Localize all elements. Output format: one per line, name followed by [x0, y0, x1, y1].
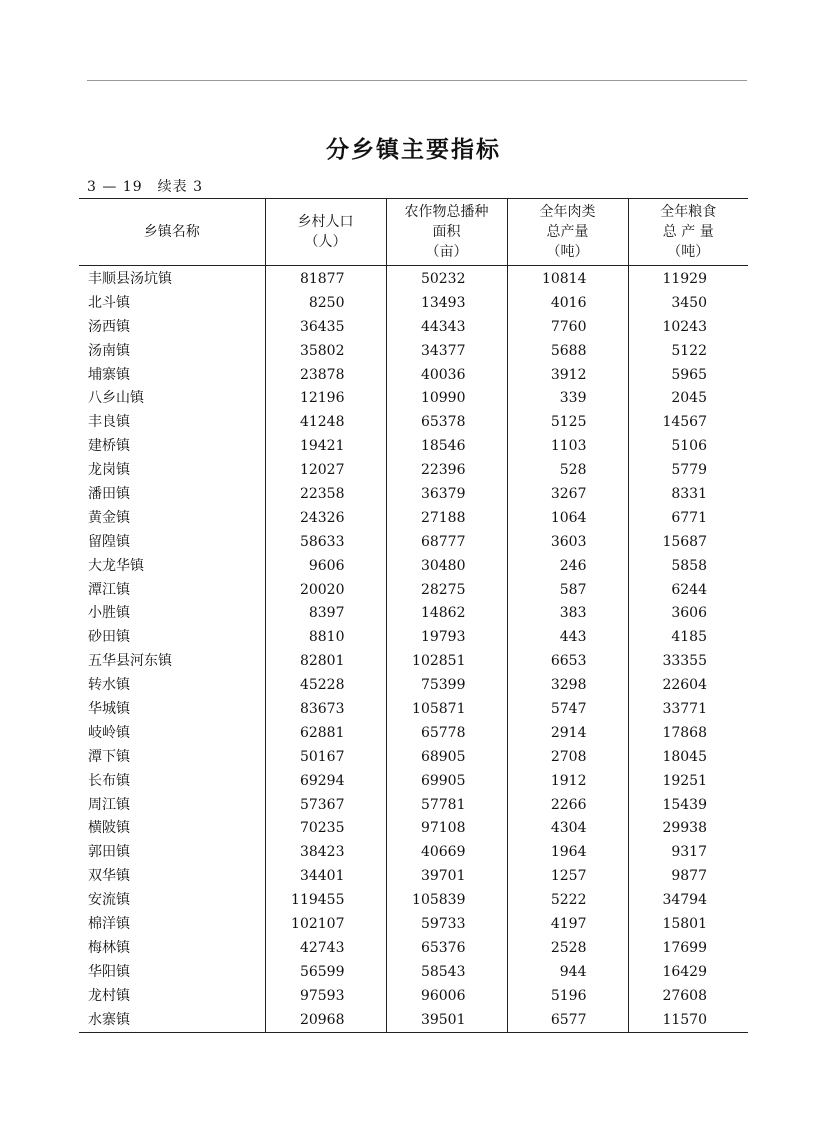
header-meat-output: 全年肉类 总产量 （吨） [507, 199, 628, 266]
cell-township-name: 潭江镇 [88, 581, 130, 598]
cell-rural-population: 57367 [265, 793, 386, 817]
cell-grain-output: 29938 [628, 816, 748, 840]
table-row [79, 888, 748, 912]
cell-rural-population: 36435 [265, 315, 386, 339]
cell-meat-output: 944 [507, 960, 628, 984]
cell-rural-population: 97593 [265, 984, 386, 1008]
cell-meat-output: 2708 [507, 745, 628, 769]
cell-sown-area: 22396 [386, 458, 507, 482]
cell-township-name: 建桥镇 [88, 438, 130, 455]
table-row [79, 578, 748, 602]
cell-sown-area: 34377 [386, 339, 507, 363]
cell-meat-output: 4304 [507, 816, 628, 840]
cell-meat-output: 528 [507, 458, 628, 482]
cell-rural-population: 19421 [265, 434, 386, 458]
cell-grain-output: 5122 [628, 339, 748, 363]
cell-meat-output: 1103 [507, 434, 628, 458]
cell-township-name: 水寨镇 [79, 1008, 265, 1032]
table-body [79, 266, 748, 1033]
cell-township-name: 北斗镇 [88, 294, 130, 311]
cell-township-name: 丰良镇 [88, 414, 130, 431]
cell-township-name: 潭下镇 [88, 748, 130, 765]
cell-sown-area: 28275 [386, 578, 507, 602]
cell-meat-output: 2266 [507, 793, 628, 817]
cell-meat-output: 5222 [507, 888, 628, 912]
table-row [79, 266, 748, 291]
cell-rural-population: 45228 [265, 673, 386, 697]
cell-grain-output: 19251 [628, 769, 748, 793]
cell-township-name: 砂田镇 [88, 629, 130, 646]
cell-rural-population: 8250 [265, 291, 386, 315]
cell-meat-output: 1257 [507, 864, 628, 888]
table-row [79, 745, 748, 769]
cell-township-name: 龙岗镇 [88, 462, 130, 479]
cell-rural-population: 119455 [265, 888, 386, 912]
cell-rural-population: 62881 [265, 721, 386, 745]
cell-grain-output: 2045 [628, 386, 748, 410]
cell-meat-output: 6577 [507, 1008, 628, 1032]
header-rural-population: 乡村人口 （人） [265, 199, 386, 266]
cell-sown-area: 58543 [386, 960, 507, 984]
table-row [79, 434, 748, 458]
table-row [79, 530, 748, 554]
cell-meat-output: 3603 [507, 530, 628, 554]
cell-rural-population: 69294 [265, 769, 386, 793]
cell-sown-area: 97108 [386, 816, 507, 840]
cell-township-name: 安流镇 [88, 892, 130, 909]
cell-grain-output: 6244 [628, 578, 748, 602]
cell-sown-area: 105871 [386, 697, 507, 721]
table-row [79, 291, 748, 315]
cell-grain-output: 15801 [628, 912, 748, 936]
cell-meat-output: 339 [507, 386, 628, 410]
cell-grain-output: 15439 [628, 793, 748, 817]
cell-grain-output: 10243 [628, 315, 748, 339]
cell-sown-area: 57781 [386, 793, 507, 817]
cell-meat-output: 7760 [507, 315, 628, 339]
cell-meat-output: 383 [507, 601, 628, 625]
cell-township-name: 梅林镇 [88, 939, 130, 956]
cell-grain-output: 6771 [628, 506, 748, 530]
table-row [79, 721, 748, 745]
table-row [79, 410, 748, 434]
cell-meat-output: 2528 [507, 936, 628, 960]
cell-grain-output: 8331 [628, 482, 748, 506]
table-row [79, 315, 748, 339]
cell-rural-population: 81877 [265, 266, 386, 291]
cell-rural-population: 82801 [265, 649, 386, 673]
cell-sown-area: 59733 [386, 912, 507, 936]
cell-rural-population: 50167 [265, 745, 386, 769]
cell-grain-output: 9877 [628, 864, 748, 888]
table-row [79, 793, 748, 817]
cell-sown-area: 27188 [386, 506, 507, 530]
cell-township-name: 汤西镇 [88, 318, 130, 335]
table-header-row [79, 199, 748, 266]
cell-rural-population: 12196 [265, 386, 386, 410]
cell-sown-area: 14862 [386, 601, 507, 625]
cell-grain-output: 3606 [628, 601, 748, 625]
cell-township-name: 双华镇 [88, 868, 130, 885]
table-row [79, 363, 748, 387]
table-row [79, 649, 748, 673]
cell-sown-area: 39701 [386, 864, 507, 888]
cell-meat-output: 3298 [507, 673, 628, 697]
cell-sown-area: 75399 [386, 673, 507, 697]
cell-sown-area: 102851 [386, 649, 507, 673]
cell-rural-population: 70235 [265, 816, 386, 840]
cell-rural-population: 8397 [265, 601, 386, 625]
cell-sown-area: 69905 [386, 769, 507, 793]
cell-sown-area: 40036 [386, 363, 507, 387]
cell-grain-output: 17699 [628, 936, 748, 960]
cell-meat-output: 2914 [507, 721, 628, 745]
table-subtitle: 3 — 19 续表 3 [87, 179, 203, 195]
header-township-name: 乡镇名称 [143, 224, 200, 240]
cell-sown-area: 40669 [386, 840, 507, 864]
cell-grain-output: 22604 [628, 673, 748, 697]
cell-township-name: 大龙华镇 [88, 557, 144, 574]
cell-meat-output: 6653 [507, 649, 628, 673]
cell-rural-population: 38423 [265, 840, 386, 864]
cell-township-name: 小胜镇 [88, 605, 130, 622]
table-row [79, 506, 748, 530]
cell-township-name: 华阳镇 [88, 963, 130, 980]
cell-rural-population: 12027 [265, 458, 386, 482]
cell-meat-output: 5688 [507, 339, 628, 363]
cell-grain-output: 33771 [628, 697, 748, 721]
table-row [79, 482, 748, 506]
cell-grain-output: 5106 [628, 434, 748, 458]
table-row [79, 960, 748, 984]
cell-sown-area: 10990 [386, 386, 507, 410]
cell-sown-area: 65376 [386, 936, 507, 960]
table-row [79, 339, 748, 363]
table-row [79, 816, 748, 840]
table-row [79, 625, 748, 649]
cell-rural-population: 20968 [265, 1008, 386, 1032]
cell-sown-area: 68905 [386, 745, 507, 769]
cell-rural-population: 56599 [265, 960, 386, 984]
cell-grain-output: 5779 [628, 458, 748, 482]
cell-township-name: 华城镇 [88, 700, 130, 717]
cell-grain-output: 17868 [628, 721, 748, 745]
cell-grain-output: 14567 [628, 410, 748, 434]
table-row [79, 601, 748, 625]
table-row [79, 458, 748, 482]
cell-grain-output: 3450 [628, 291, 748, 315]
cell-rural-population: 24326 [265, 506, 386, 530]
table-row [79, 1008, 748, 1032]
table-row [79, 769, 748, 793]
cell-meat-output: 3267 [507, 482, 628, 506]
cell-meat-output: 1912 [507, 769, 628, 793]
cell-rural-population: 23878 [265, 363, 386, 387]
cell-sown-area: 96006 [386, 984, 507, 1008]
cell-township-name: 八乡山镇 [88, 390, 144, 407]
cell-grain-output: 11929 [628, 266, 748, 291]
cell-meat-output: 1964 [507, 840, 628, 864]
cell-township-name: 横陂镇 [88, 820, 130, 837]
cell-rural-population: 9606 [265, 554, 386, 578]
table-row [79, 673, 748, 697]
header-sown-area: 农作物总播种 面积 （亩） [386, 199, 507, 266]
cell-township-name: 留隍镇 [88, 533, 130, 550]
cell-grain-output: 9317 [628, 840, 748, 864]
table-row [79, 554, 748, 578]
cell-rural-population: 42743 [265, 936, 386, 960]
cell-grain-output: 11570 [628, 1008, 748, 1032]
cell-grain-output: 34794 [628, 888, 748, 912]
table-row [79, 984, 748, 1008]
table-row [79, 936, 748, 960]
table-row [79, 697, 748, 721]
cell-sown-area: 30480 [386, 554, 507, 578]
cell-meat-output: 10814 [507, 266, 628, 291]
top-rule [87, 80, 747, 81]
cell-rural-population: 34401 [265, 864, 386, 888]
header-grain-output: 全年粮食 总 产 量 （吨） [628, 199, 748, 266]
cell-meat-output: 246 [507, 554, 628, 578]
cell-meat-output: 5125 [507, 410, 628, 434]
cell-sown-area: 13493 [386, 291, 507, 315]
cell-rural-population: 58633 [265, 530, 386, 554]
cell-grain-output: 33355 [628, 649, 748, 673]
cell-sown-area: 36379 [386, 482, 507, 506]
cell-township-name: 周江镇 [88, 796, 130, 813]
cell-township-name: 长布镇 [88, 772, 130, 789]
cell-township-name: 转水镇 [88, 677, 130, 694]
cell-meat-output: 4016 [507, 291, 628, 315]
cell-township-name: 潘田镇 [88, 485, 130, 502]
cell-grain-output: 16429 [628, 960, 748, 984]
table-row [79, 840, 748, 864]
cell-township-name: 岐岭镇 [88, 724, 130, 741]
cell-rural-population: 41248 [265, 410, 386, 434]
cell-sown-area: 65778 [386, 721, 507, 745]
cell-rural-population: 102107 [265, 912, 386, 936]
cell-rural-population: 8810 [265, 625, 386, 649]
cell-township-name: 黄金镇 [88, 509, 130, 526]
township-indicators-table [79, 198, 748, 1033]
table-row [79, 386, 748, 410]
cell-sown-area: 50232 [386, 266, 507, 291]
cell-rural-population: 22358 [265, 482, 386, 506]
cell-rural-population: 83673 [265, 697, 386, 721]
cell-meat-output: 587 [507, 578, 628, 602]
cell-township-name: 埔寨镇 [88, 366, 130, 383]
cell-township-name: 汤南镇 [88, 342, 130, 359]
cell-sown-area: 18546 [386, 434, 507, 458]
cell-meat-output: 443 [507, 625, 628, 649]
cell-grain-output: 18045 [628, 745, 748, 769]
cell-sown-area: 105839 [386, 888, 507, 912]
cell-sown-area: 39501 [386, 1008, 507, 1032]
cell-rural-population: 20020 [265, 578, 386, 602]
cell-sown-area: 44343 [386, 315, 507, 339]
cell-meat-output: 1064 [507, 506, 628, 530]
cell-rural-population: 35802 [265, 339, 386, 363]
cell-township-name: 五华县河东镇 [88, 653, 172, 670]
cell-sown-area: 68777 [386, 530, 507, 554]
cell-sown-area: 65378 [386, 410, 507, 434]
cell-grain-output: 4185 [628, 625, 748, 649]
cell-township-name: 棉洋镇 [88, 915, 130, 932]
page-title: 分乡镇主要指标 [326, 137, 501, 163]
cell-sown-area: 19793 [386, 625, 507, 649]
cell-meat-output: 4197 [507, 912, 628, 936]
cell-township-name: 丰顺县汤坑镇 [88, 270, 172, 287]
cell-meat-output: 3912 [507, 363, 628, 387]
cell-grain-output: 5965 [628, 363, 748, 387]
cell-grain-output: 5858 [628, 554, 748, 578]
table-row [79, 912, 748, 936]
table-row [79, 864, 748, 888]
cell-township-name: 龙村镇 [88, 987, 130, 1004]
cell-grain-output: 15687 [628, 530, 748, 554]
cell-grain-output: 27608 [628, 984, 748, 1008]
cell-township-name: 郭田镇 [88, 844, 130, 861]
cell-meat-output: 5196 [507, 984, 628, 1008]
cell-meat-output: 5747 [507, 697, 628, 721]
